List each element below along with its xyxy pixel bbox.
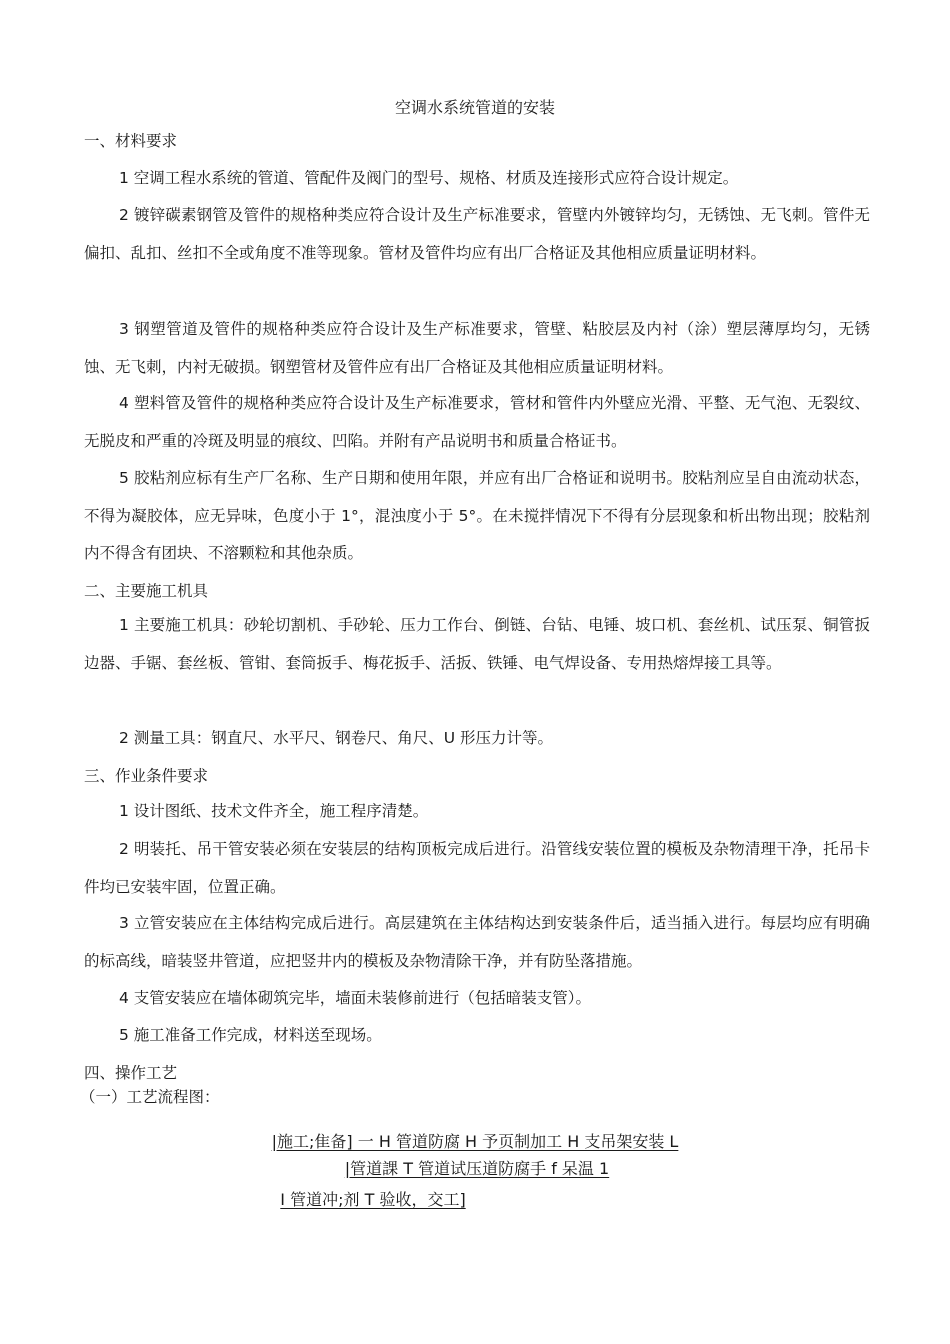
flowchart-text: |施工;隹备] 一 H 管道防腐 H 予页制加工 H 支吊架安装 L: [271, 1132, 679, 1151]
section-heading-process: 四、操作工艺: [84, 1064, 178, 1082]
paragraph: 2 镀锌碳素钢管及管件的规格种类应符合设计及生产标准要求，管壁内外镀锌均匀，无锈蚀、无飞刺。管件无偏扣、乱扣、丝扣不全或角度不准等现象。管材及管件均应有出厂合格证及其他相应质量证明材料。: [84, 206, 870, 262]
section-heading-materials: 一、材料要求: [84, 132, 178, 150]
flowchart-text: |管道課 T 管道试压道防腐手 f 呆温 1: [344, 1159, 610, 1178]
paragraph: 3 立管安装应在主体结构完成后进行。高层建筑在主体结构达到安装条件后，适当插入进行。每层均应有明确的标高线，暗装竖井管道，应把竖井内的模板及杂物清除干净，并有防坠落措施。: [84, 914, 870, 970]
paragraph: 5 施工准备工作完成，材料送至现场。: [119, 1026, 382, 1044]
flowchart-text: I 管道冲;剂 T 验收，交工]: [280, 1190, 466, 1209]
paragraph: 4 支管安装应在墙体砌筑完毕，墙面未装修前进行（包括暗装支管）。: [119, 989, 592, 1007]
section-heading-tools: 二、主要施工机具: [84, 582, 209, 600]
flowchart-row-2: [2, 1158, 950, 1180]
subsection-heading-flowchart: （一）工艺流程图：: [80, 1088, 220, 1106]
paragraph: 4 塑料管及管件的规格种类应符合设计及生产标准要求，管材和管件内外壁应光滑、平整、无气泡、无裂纹、无脱皮和严重的冷斑及明显的痕纹、凹陷。并附有产品说明书和质量合格证书。: [84, 394, 870, 450]
section-heading-conditions: 三、作业条件要求: [84, 767, 209, 785]
paragraph: 1 设计图纸、技术文件齐全，施工程序清楚。: [119, 802, 429, 820]
paragraph: 1 空调工程水系统的管道、管配件及阀门的型号、规格、材质及连接形式应符合设计规定。: [119, 169, 739, 187]
paragraph: 5 胶粘剂应标有生产厂名称、生产日期和使用年限，并应有出厂合格证和说明书。胶粘剂应呈自由流动状态，不得为凝胶体，应无异味，色度小于 1°，混浊度小于 5°。在未搅拌情况下不得有分层现象和析出物出现；胶粘剂内不得含有团块、不溶颗粒和其他杂质。: [84, 469, 870, 562]
paragraph: 2 测量工具：钢直尺、水平尺、钢卷尺、角尺、U 形压力计等。: [119, 729, 554, 747]
paragraph: 3 钢塑管道及管件的规格种类应符合设计及生产标准要求，管壁、粘胶层及内衬（涂）塑层薄厚均匀，无锈蚀、无飞刺，内衬无破损。钢塑管材及管件应有出厂合格证及其他相应质量证明材料。: [84, 320, 870, 376]
flowchart-row-1: [0, 1131, 950, 1153]
flowchart-row-3: [0, 1189, 848, 1211]
paragraph: 2 明装托、吊干管安装必须在安装层的结构顶板完成后进行。沿管线安装位置的模板及杂物清理干净，托吊卡件均已安装牢固，位置正确。: [84, 840, 870, 896]
document-title: 空调水系统管道的安装: [394, 98, 555, 117]
paragraph: 1 主要施工机具：砂轮切割机、手砂轮、压力工作台、倒链、台钻、电锤、坡口机、套丝机、试压泵、铜管扳边器、手锯、套丝板、管钳、套筒扳手、梅花扳手、活扳、铁锤、电气焊设备、专用热熔焊接工具等。: [84, 616, 870, 672]
